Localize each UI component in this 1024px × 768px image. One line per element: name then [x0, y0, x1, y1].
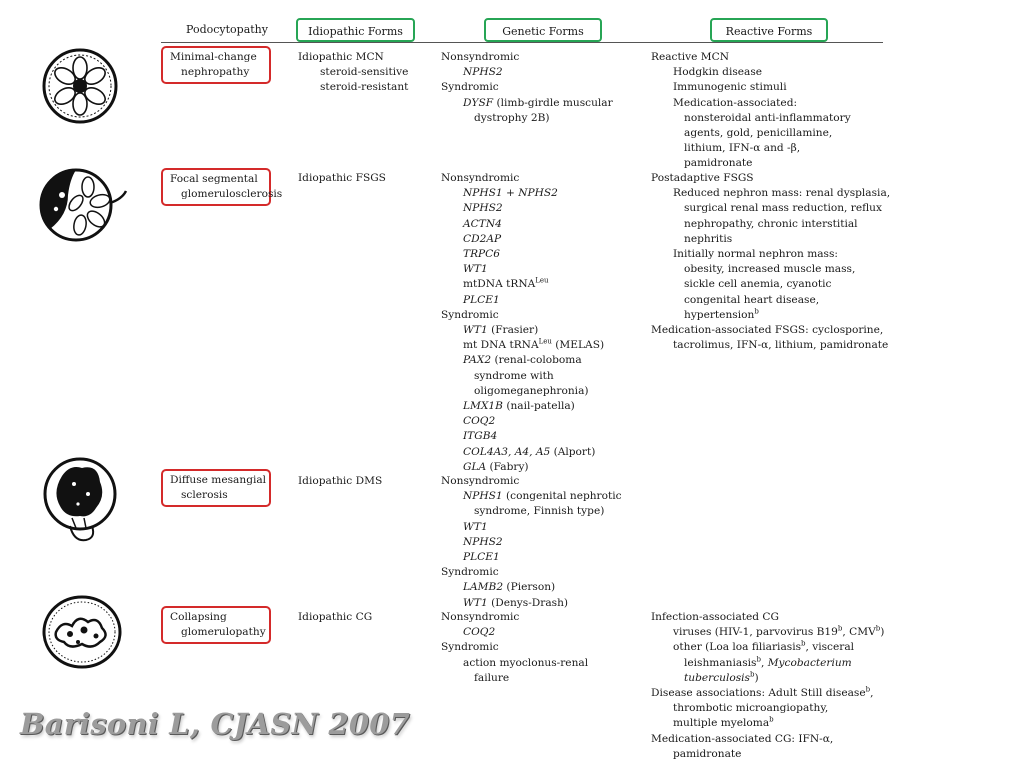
idiopathic-cell-fsgs: Idiopathic FSGS: [298, 172, 386, 184]
podocytopathy-name-dms: Diffuse mesangial sclerosis: [161, 469, 271, 507]
reactive-cell-fsgs: Postadaptive FSGS Reduced nephron mass: renal dysplasia, surgical renal mass reduction, reflux nephropathy, chronic interstitial nephritis Initially normal nephron mass: obesity, increased muscle mass, sickle cell anemia, cyanotic congenital heart disease, hypertension$^b$ Medication-associated FSGS: cyclosporine, tacrolimus, IFN-α, lithium, pamidronate: [651, 172, 891, 352]
genetic-cell-dms: Nonsyndromic NPHS1 (congenital nephrotic syndrome, Finnish type) WT1 NPHS2 PLCE1 Syndromic LAMB2 (Pierson) WT1 (Denys-Drash): [441, 475, 622, 609]
header-reactive-forms: Reactive Forms: [710, 18, 828, 42]
idiopathic-cell-dms: Idiopathic DMS: [298, 475, 383, 487]
podocytopathy-name-minimal-change: Minimal-change nephropathy: [161, 46, 271, 84]
header-divider: [161, 42, 883, 43]
genetic-cell-collapsing: Nonsyndromic COQ2 Syndromic action myoclonus-renal failure: [441, 611, 589, 684]
header-genetic-forms: Genetic Forms: [484, 18, 602, 42]
collapsing-glomerulus-drawing: [40, 592, 124, 672]
podocytopathy-name-collapsing: Collapsing glomerulopathy: [161, 606, 271, 644]
podocytopathy-name-fsgs: Focal segmental glomerulosclerosis: [161, 168, 271, 206]
idiopathic-cell-minimal-change: Idiopathic MCN steroid-sensitive steroid-resistant: [298, 51, 409, 94]
genetic-cell-fsgs: Nonsyndromic NPHS1 + NPHS2 NPHS2 ACTN4 CD2AP TRPC6 WT1 mtDNA tRNA$^{Leu}$ PLCE1 Syndromic WT1 (Frasier) mt DNA tRNA$^{Leu}$ (MELAS) PAX2 (renal-coloboma syndrome with oligomeganephronia) LMX1B (nail-patella) COQ2 ITGB4 COL4A3, A4, A5 (Alport) GLA (Fabry): [441, 172, 605, 473]
minimal-change-glomerulus-drawing: [40, 46, 120, 126]
header-podocytopathy: Podocytopathy: [186, 23, 268, 36]
idiopathic-cell-collapsing: Idiopathic CG: [298, 611, 373, 623]
fsgs-glomerulus-drawing: [38, 165, 130, 245]
genetic-cell-minimal-change: Nonsyndromic NPHS2 Syndromic DYSF (limb-girdle muscular dystrophy 2B): [441, 51, 613, 124]
citation-watermark: Barisoni L, CJASN 2007: [20, 707, 411, 741]
dms-glomerulus-drawing: [40, 456, 120, 546]
reactive-cell-collapsing: Infection-associated CG viruses (HIV-1, parvovirus B19$^b$, CMV$^b$) other (Loa loa filiariasis$^b$, visceral leishmaniasis$^b$, Mycobacterium tuberculosis$^b$) Disease associations: Adult Still disease$^b$, thrombotic microangiopathy, multiple myeloma$^b$ Medication-associated CG: IFN-α, pamidronate: [651, 611, 885, 760]
reactive-cell-minimal-change: Reactive MCN Hodgkin disease Immunogenic stimuli Medication-associated: nonsteroidal anti-inflammatory agents, gold, penicillamine, lithium, IFN-α and -β, pamidronate: [651, 51, 851, 170]
header-idiopathic-forms: Idiopathic Forms: [296, 18, 415, 42]
